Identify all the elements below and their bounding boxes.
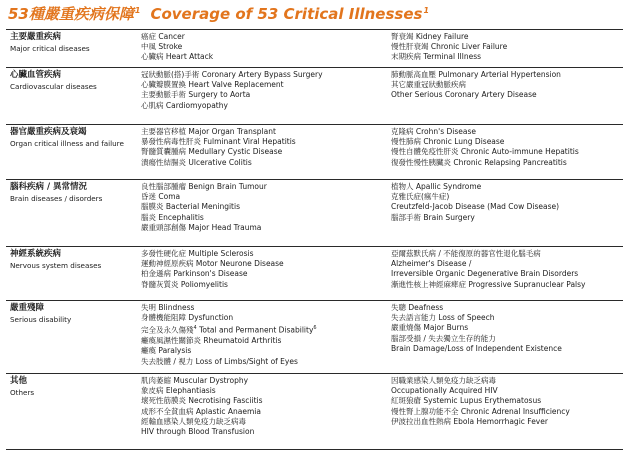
category-label (10, 127, 138, 149)
illness-item: 克隆病 Crohn's Disease (391, 127, 476, 136)
category-label (10, 376, 138, 398)
illness-item: 因職業感染人類免疫力缺乏病毒 (391, 376, 496, 385)
illness-list-right (391, 127, 621, 168)
illness-item: 脊髓灰質炎 Poliomyelitis (141, 279, 228, 289)
illness-section (6, 67, 623, 124)
illness-item: 復發性慢性胰臟炎 Chronic Relapsing Pancreatitis (391, 157, 567, 167)
illness-item: 慢性腎上腺功能不全 Chronic Adrenal Insufficiency (391, 406, 570, 416)
illness-item: 失明 Blindness (141, 303, 195, 312)
category-en: Nervous system diseases (10, 261, 102, 270)
illness-item: Other Serious Coronary Artery Disease (391, 90, 537, 100)
illness-item: 慢性肝衰竭 Chronic Liver Failure (391, 42, 508, 52)
illness-list-left (141, 303, 386, 367)
illness-item: 成形不全貧血病 Aplastic Anaemia (141, 406, 261, 416)
category-label (10, 32, 138, 54)
title-en: Coverage of 53 Critical Illnesses (150, 5, 423, 23)
illness-section (6, 300, 623, 373)
illness-item: 潰瘍性結腸炎 Ulcerative Colitis (141, 157, 252, 167)
illness-item: 腦部受損 / 失去獨立生存的能力 (391, 333, 496, 343)
illness-item: 身體機能阻障 Dysfunction (141, 313, 234, 323)
category-en: Organ critical illness and failure (10, 139, 124, 148)
illness-item: 失去肢體 / 視力 Loss of Limbs/Sight of Eyes (141, 356, 298, 366)
illness-list-left (141, 70, 386, 111)
illness-item: 腎髓質囊腫病 Medullary Cystic Disease (141, 147, 283, 157)
footnote-mark: 6 (313, 325, 317, 332)
category-en: Major critical diseases (10, 44, 90, 53)
illness-item: 失去語言能力 Loss of Speech (391, 313, 495, 323)
category-en: Brain diseases / disorders (10, 194, 103, 203)
illness-item: 昏迷 Coma (141, 192, 181, 202)
category-zh: 器官嚴重疾病及衰竭 (10, 127, 87, 137)
illness-list-right (391, 182, 621, 223)
illness-item: HIV through Blood Transfusion (141, 427, 255, 437)
illness-list-right (391, 303, 621, 354)
category-label (10, 249, 138, 271)
category-en: Others (10, 388, 35, 397)
illness-list-right (391, 32, 621, 63)
illness-item: Alzheimer's Disease / (391, 259, 472, 269)
category-zh: 主要嚴重疾病 (10, 32, 62, 42)
illness-item: 紅斑狼瘡 Systemic Lupus Erythematosus (391, 396, 542, 406)
illness-list-left (141, 182, 386, 233)
illness-list-right (391, 249, 621, 290)
category-label (10, 182, 138, 204)
category-zh: 腦科疾病 / 異常情況 (10, 182, 88, 192)
illness-item: 象皮病 Elephantiasis (141, 386, 216, 396)
illness-item: 末期疾病 Terminal Illness (391, 52, 482, 62)
illness-item: 主要器官移植 Major Organ Transplant (141, 127, 276, 136)
illness-section (6, 124, 623, 179)
illness-item: 冠狀動脈(搭)手術 Coronary Artery Bypass Surgery (141, 70, 323, 79)
category-label (10, 303, 138, 325)
illness-list-right (391, 376, 621, 427)
illness-item: 嚴重燒傷 Major Burns (391, 323, 469, 333)
illness-item: Occupationally Acquired HIV (391, 386, 498, 396)
category-label (10, 70, 138, 92)
illness-list-right (391, 70, 621, 101)
illness-item: 壞死性筋膜炎 Necrotising Fasciitis (141, 396, 263, 406)
illness-item: Brain Damage/Loss of Independent Existence (391, 343, 562, 353)
illness-item: 腦炎 Encephalitis (141, 212, 204, 222)
illness-item: 暴發性病毒性肝炎 Fulminant Viral Hepatitis (141, 137, 296, 147)
category-zh: 神經系統疾病 (10, 249, 62, 259)
illness-item: 伊波拉出血性熱病 Ebola Hemorrhagic Fever (391, 416, 548, 426)
illness-item: 失聰 Deafness (391, 303, 444, 312)
illness-list-left (141, 249, 386, 290)
illness-item: 腦部手術 Brain Surgery (391, 212, 475, 222)
category-zh: 其他 (10, 376, 28, 386)
illness-item: 癱瘓 Paralysis (141, 346, 192, 356)
illness-list-left (141, 376, 386, 437)
illness-section (6, 246, 623, 300)
illness-item-en: Total and Permanent Disability (199, 325, 314, 335)
illness-item: 心臟病 Heart Attack (141, 52, 214, 62)
illness-item: 多發性硬化症 Multiple Sclerosis (141, 249, 254, 258)
illness-item: Creutzfeld-Jacob Disease (Mad Cow Disease) (391, 202, 560, 212)
illness-item: 克雅氏症(瘋牛症) (391, 192, 450, 202)
footnote-mark: 4 (193, 325, 197, 332)
illness-item (141, 323, 386, 336)
illness-item: 中風 Stroke (141, 42, 183, 52)
title-zh: 53種嚴重疾病保障 (8, 5, 134, 23)
illness-item: 腎衰竭 Kidney Failure (391, 32, 469, 41)
illness-item: 經輸血感染人類免疫力缺乏病毒 (141, 416, 246, 426)
illness-item: 主要動脈手術 Surgery to Aorta (141, 90, 251, 100)
illness-item: 漸進性核上神經麻痺症 Progressive Supranuclear Palsy (391, 279, 586, 289)
illness-section (6, 179, 623, 246)
illness-item: 運動神經原疾病 Motor Neurone Disease (141, 259, 284, 269)
illness-list-left (141, 32, 386, 63)
illness-item: 其它嚴重冠狀動脈疾病 (391, 80, 466, 90)
illness-item: 慢性自體免疫性肝炎 Chronic Auto-immune Hepatitis (391, 147, 579, 157)
category-zh: 嚴重殘障 (10, 303, 45, 313)
illness-table (6, 29, 623, 450)
illness-section (6, 29, 623, 67)
illness-item: 柏金遜病 Parkinson's Disease (141, 269, 248, 279)
illness-item-zh: 完全及永久傷殘 (141, 325, 194, 335)
title-zh-footnote: 1 (134, 6, 141, 15)
illness-item: 肺動脈高血壓 Pulmonary Arterial Hypertension (391, 70, 561, 79)
page-title (8, 3, 429, 29)
illness-item: 癌症 Cancer (141, 32, 185, 41)
illness-item: 亞爾茲默氏病 / 不能復原的器官性退化腦毛病 (391, 249, 541, 258)
illness-item: 良性腦部腫瘤 Benign Brain Tumour (141, 182, 267, 191)
illness-list-left (141, 127, 386, 168)
illness-item: 嚴重頭部創傷 Major Head Trauma (141, 222, 262, 232)
category-en: Cardiovascular diseases (10, 82, 97, 91)
illness-item: 慢性肺病 Chronic Lung Disease (391, 137, 505, 147)
illness-item: Irreversible Organic Degenerative Brain Disorders (391, 269, 579, 279)
illness-item: 植物人 Apallic Syndrome (391, 182, 482, 191)
title-en-footnote: 1 (423, 6, 430, 15)
illness-item: 腦膜炎 Bacterial Meningitis (141, 202, 240, 212)
illness-section (6, 373, 623, 450)
illness-item: 癱瘓風濕性關節炎 Rheumatoid Arthritis (141, 336, 282, 346)
illness-item: 肌肉萎縮 Muscular Dystrophy (141, 376, 249, 385)
illness-item: 心臟瓣膜置換 Heart Valve Replacement (141, 80, 284, 90)
category-en: Serious disability (10, 315, 72, 324)
category-zh: 心臟血管疾病 (10, 70, 62, 80)
illness-item: 心肌病 Cardiomyopathy (141, 100, 228, 110)
